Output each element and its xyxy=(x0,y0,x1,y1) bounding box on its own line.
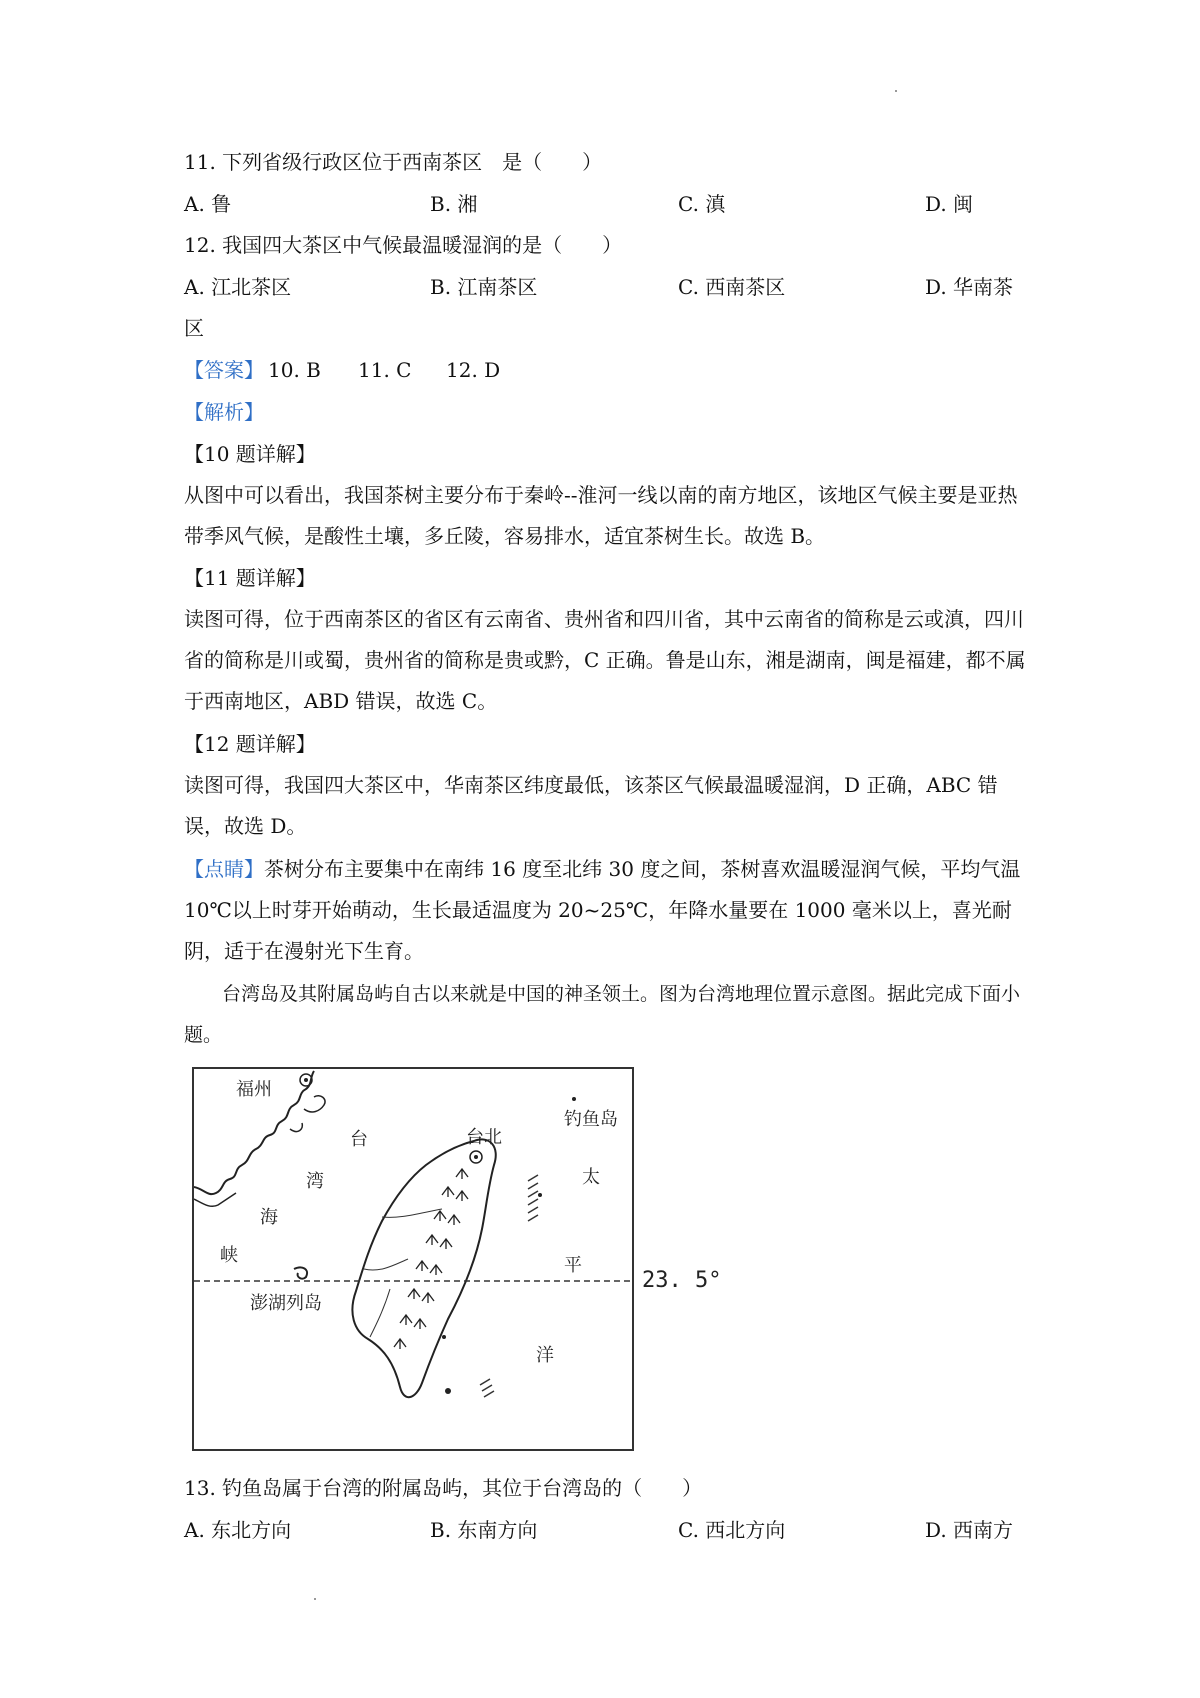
intro-paragraph: 台湾岛及其附属岛屿自古以来就是中国的神圣领土。图为台湾地理位置示意图。据此完成下面小题。 xyxy=(184,983,1021,1046)
boundary-2 xyxy=(364,1259,408,1270)
tip-paragraph xyxy=(184,849,1026,972)
q13-option-c: C. 西北方向 xyxy=(678,1518,786,1542)
label-tai: 台 xyxy=(350,1129,368,1150)
answer-10: 10. B xyxy=(268,358,321,382)
detail-12-text: 读图可得，我国四大茶区中，华南茶区纬度最低，该茶区气候最温暖湿润，D 正确，ABC 错误，故选 D。 xyxy=(184,773,998,838)
penghu-islands xyxy=(294,1267,307,1278)
label-taibei: 台北 xyxy=(466,1127,502,1148)
q11-option-a: A. 鲁 xyxy=(184,192,232,216)
answer-label: 【答案】 xyxy=(184,358,264,382)
hatched-areas xyxy=(480,1175,538,1397)
label-fuzhou: 福州 xyxy=(236,1079,272,1100)
q13-option-d: D. 西南方 xyxy=(925,1518,1014,1542)
question-13-stem: 13. 钓鱼岛属于台湾的附属岛屿，其位于台湾岛的（ ） xyxy=(184,1476,703,1500)
q13-option-a: A. 东北方向 xyxy=(184,1518,292,1542)
label-hai: 海 xyxy=(260,1207,278,1228)
question-11-stem: 11. 下列省级行政区位于西南茶区 是（ ） xyxy=(184,150,603,174)
label-xia: 峡 xyxy=(220,1245,238,1266)
coastal-island xyxy=(304,1096,325,1112)
detail-10-title: 【10 题详解】 xyxy=(184,442,316,466)
taibei-marker-dot xyxy=(474,1155,478,1159)
label-tai2: 太 xyxy=(582,1167,600,1188)
label-ping: 平 xyxy=(564,1255,582,1276)
latitude-label: 23. 5° xyxy=(642,1268,722,1293)
label-wan: 湾 xyxy=(306,1171,324,1192)
q12-option-d-wrap: 区 xyxy=(184,316,204,340)
mountain-symbols xyxy=(394,1169,468,1349)
label-penghu: 澎湖列岛 xyxy=(250,1293,322,1314)
q11-option-b: B. 湘 xyxy=(430,192,478,216)
label-diaoyu: 钓鱼岛 xyxy=(564,1109,618,1130)
scan-speck xyxy=(895,90,897,92)
q11-option-d: D. 闽 xyxy=(925,192,974,216)
boundary-3 xyxy=(370,1289,390,1337)
detail-12-title: 【12 题详解】 xyxy=(184,732,316,756)
q12-option-a: A. 江北茶区 xyxy=(184,275,292,299)
q12-option-c: C. 西南茶区 xyxy=(678,275,786,299)
detail-11-text: 读图可得，位于西南茶区的省区有云南省、贵州省和四川省，其中云南省的简称是云或滇，四川省的简称是川或蜀，贵州省的简称是贵或黔，C 正确。鲁是山东，湘是湖南，闽是福建，都不属于西南地区，ABD 错误，故选 C。 xyxy=(184,607,1026,713)
detail-10-text: 从图中可以看出，我国茶树主要分布于秦岭--淮河一线以南的南方地区，该地区气候主要是亚热带季风气候，是酸性土壤，多丘陵，容易排水，适宜茶树生长。故选 B。 xyxy=(184,483,1018,548)
answer-12: 12. D xyxy=(446,358,501,382)
taiwan-island xyxy=(352,1139,495,1397)
fuzhou-marker-dot xyxy=(304,1078,308,1082)
taiwan-location-map xyxy=(192,1067,634,1451)
tip-label: 【点睛】 xyxy=(184,857,264,881)
q11-option-c: C. 滇 xyxy=(678,192,726,216)
scan-speck xyxy=(314,1598,316,1600)
analysis-label: 【解析】 xyxy=(184,400,264,424)
q12-option-d: D. 华南茶 xyxy=(925,275,1014,299)
detail-11-title: 【11 题详解】 xyxy=(184,566,316,590)
boundary-1 xyxy=(382,1209,442,1217)
question-12-stem: 12. 我国四大茶区中气候最温暖湿润的是（ ） xyxy=(184,233,623,257)
tip-text: 茶树分布主要集中在南纬 16 度至北纬 30 度之间，茶树喜欢温暖湿润气候，平均气温 10℃以上时芽开始萌动，生长最适温度为 20~25℃，年降水量要在 1000 毫米以上，喜光耐阴，适于在漫射光下生育。 xyxy=(184,857,1021,963)
mainland-coast-inner xyxy=(194,1193,236,1206)
coastal-island-2 xyxy=(290,1123,302,1131)
small-islands xyxy=(442,1097,576,1394)
q13-option-b: B. 东南方向 xyxy=(430,1518,538,1542)
answer-11: 11. C xyxy=(358,358,412,382)
q12-option-b: B. 江南茶区 xyxy=(430,275,538,299)
label-yang: 洋 xyxy=(536,1345,554,1366)
